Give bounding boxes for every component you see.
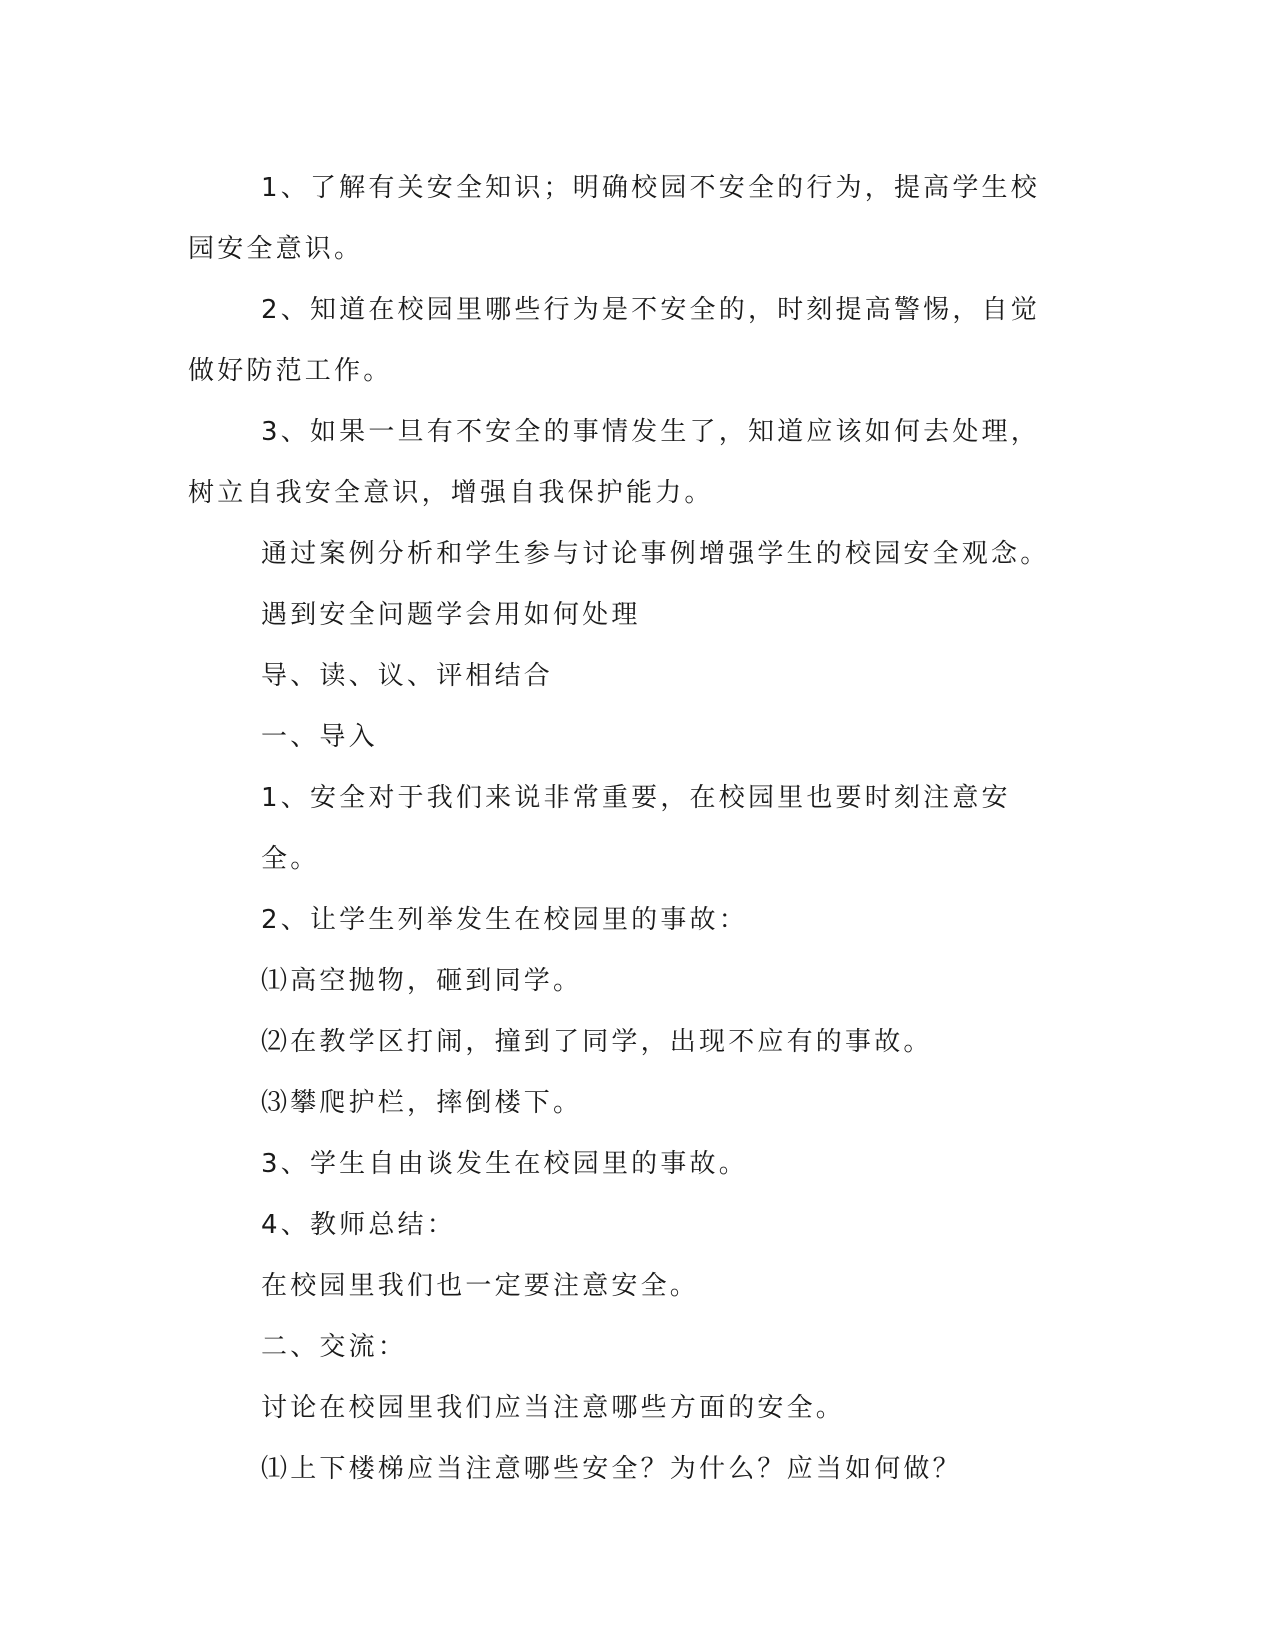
difficulty-text: 遇到安全问题学会用如何处理 <box>261 600 641 630</box>
section-heading-intro: 一、导入 <box>261 722 378 752</box>
teacher-summary-text: 在校园里我们也一定要注意安全。 <box>261 1271 700 1301</box>
discussion-prompt: 讨论在校园里我们应当注意哪些方面的安全。 <box>261 1393 846 1423</box>
intro-item-2: 2、让学生列举发生在校园里的事故： <box>261 905 748 935</box>
key-point-text: 通过案例分析和学生参与讨论事例增强学生的校园安全观念。 <box>261 539 1050 569</box>
intro-item-4: 4、教师总结： <box>261 1210 456 1240</box>
accident-item-2: ⑵在教学区打闹，撞到了同学，出现不应有的事故。 <box>261 1027 933 1057</box>
intro-item-1: 1、安全对于我们来说非常重要，在校园里也要时刻注意安全。 <box>261 783 1011 874</box>
document-body <box>188 158 1058 1500</box>
accident-item-3: ⑶攀爬护栏，摔倒楼下。 <box>261 1088 583 1118</box>
discussion-question-1: ⑴上下楼梯应当注意哪些安全？为什么？应当如何做？ <box>261 1454 962 1484</box>
accident-item-1: ⑴高空抛物，砸到同学。 <box>261 966 583 996</box>
goal-item-2: 2、知道在校园里哪些行为是不安全的，时刻提高警惕，自觉做好防范工作。 <box>188 295 1040 386</box>
goal-item-3: 3、如果一旦有不安全的事情发生了，知道应该如何去处理，树立自我安全意识，增强自我保护能力。 <box>188 417 1040 508</box>
goal-item-1: 1、了解有关安全知识；明确校园不安全的行为，提高学生校园安全意识。 <box>188 173 1040 264</box>
method-text: 导、读、议、评相结合 <box>261 661 554 691</box>
intro-item-3: 3、学生自由谈发生在校园里的事故。 <box>261 1149 748 1179</box>
section-heading-discussion: 二、交流： <box>261 1332 408 1362</box>
